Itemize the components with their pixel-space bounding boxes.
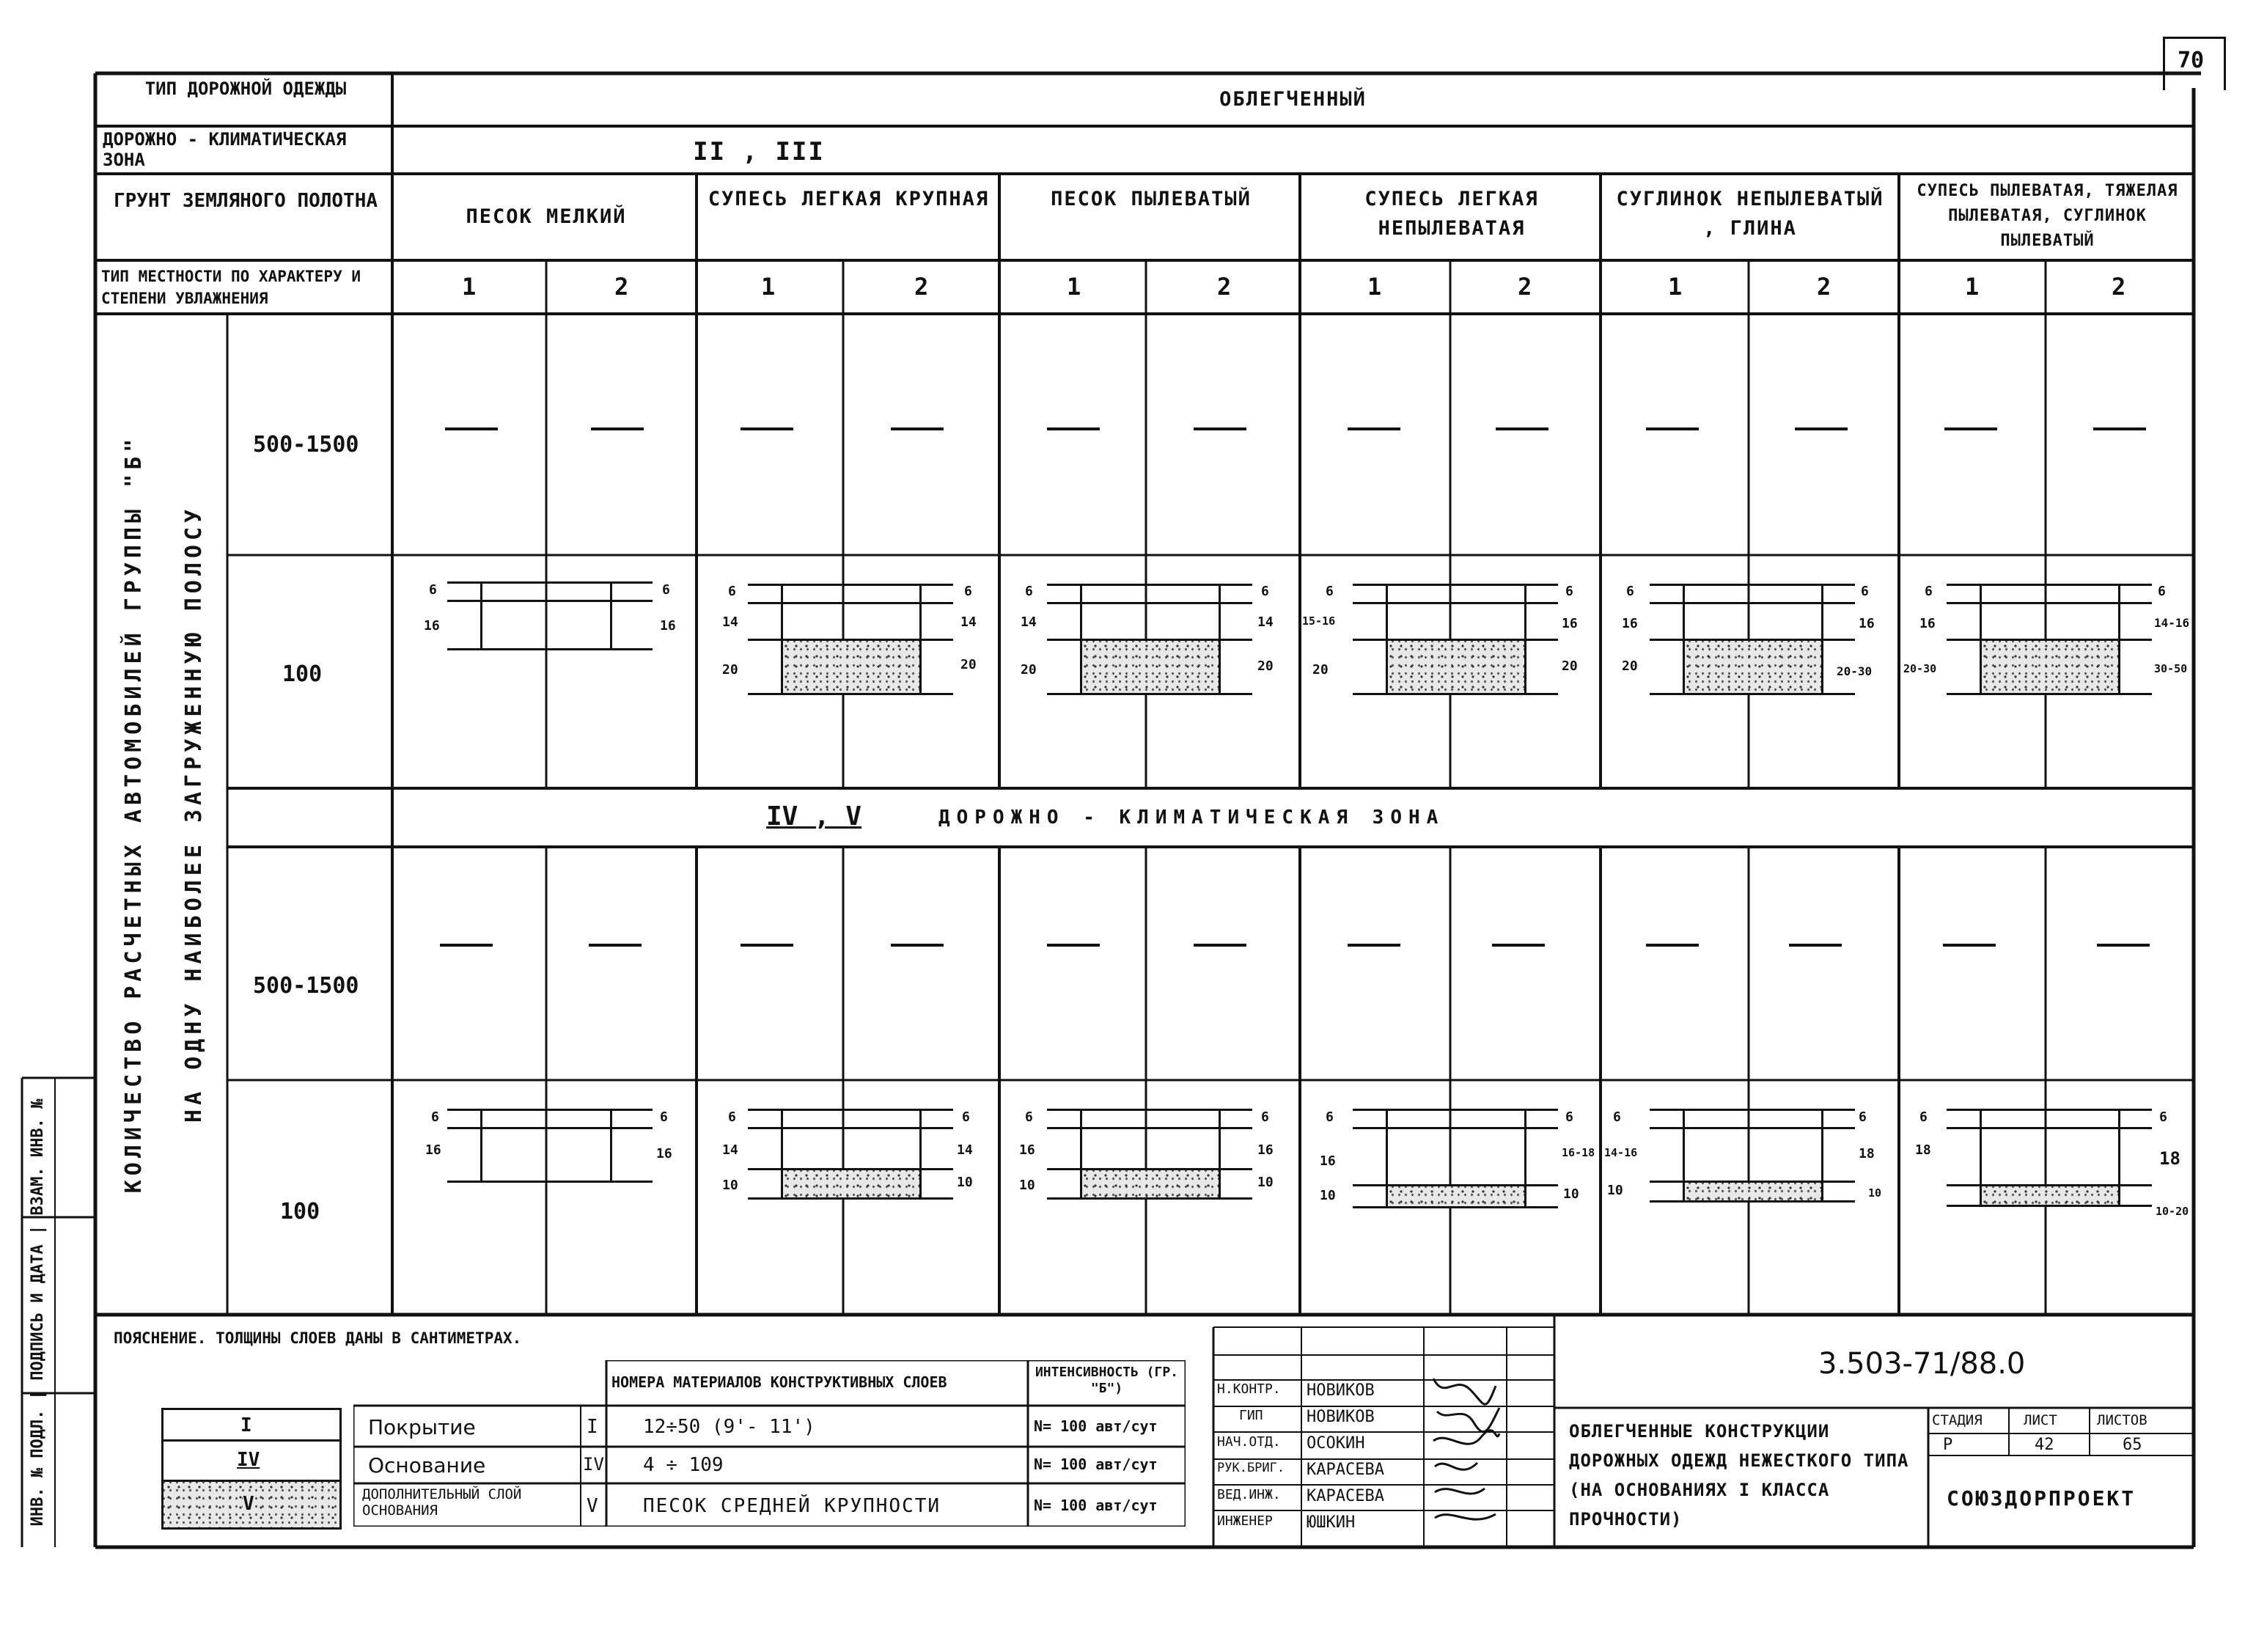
thickness-label: 18 — [2159, 1148, 2180, 1169]
thickness-label: 6 — [1565, 1109, 1573, 1125]
terrain-1: 1 — [1067, 273, 1081, 301]
type-label: ТИП ДОРОЖНОЙ ОДЕЖДЫ — [144, 78, 347, 99]
sheets-label: ЛИСТОВ — [2097, 1412, 2147, 1428]
signature-role: ВЕД.ИНЖ. — [1217, 1487, 1281, 1502]
legend-header-intensity: ИНТЕНСИВНОСТЬ (ГР. "Б") — [1035, 1365, 1179, 1396]
thickness-label: 6 — [660, 1109, 668, 1125]
terrain-2: 2 — [1217, 273, 1232, 301]
thickness-label: 15-16 — [1302, 614, 1336, 628]
vertical-label-vehicles: КОЛИЧЕСТВО РАСЧЕТНЫХ АВТОМОБИЛЕЙ ГРУППЫ "Б" — [121, 434, 147, 1194]
signature-role: ГИП — [1239, 1408, 1263, 1423]
thickness-label: 6 — [1626, 584, 1634, 599]
legend-symbol: V — [243, 1493, 254, 1515]
thickness-label: 6 — [431, 1109, 439, 1125]
empty-dash — [2097, 944, 2150, 947]
thickness-label: 20-30 — [1837, 664, 1873, 678]
pavement-diagram — [1353, 1109, 1558, 1208]
pavement-diagram — [447, 581, 653, 650]
pavement-diagram — [1947, 1109, 2152, 1207]
thickness-label: 16 — [1019, 1142, 1035, 1158]
terrain-1: 1 — [1668, 273, 1683, 301]
empty-dash — [1496, 427, 1548, 430]
pavement-diagram — [1650, 584, 1855, 695]
thickness-label: 14 — [957, 1142, 973, 1158]
empty-dash — [1789, 944, 1842, 947]
legend-layer-name: Покрытие — [368, 1415, 476, 1439]
legend-materials: 12÷50 (9'- 11') — [643, 1416, 815, 1438]
empty-dash — [891, 427, 944, 430]
terrain-1: 1 — [1367, 273, 1382, 301]
zone-divider-text: ДОРОЖНО - КЛИМАТИЧЕСКАЯ ЗОНА — [938, 807, 1445, 829]
terrain-1: 1 — [462, 273, 477, 301]
terrain-label: ТИП МЕСТНОСТИ ПО ХАРАКТЕРУ И СТЕПЕНИ УВЛАЖНЕНИЯ — [101, 268, 361, 307]
soil-header: СУПЕСЬ ЛЕГКАЯ НЕПЫЛЕВАТАЯ — [1364, 188, 1539, 240]
empty-dash — [891, 944, 944, 947]
thickness-label: 20 — [722, 662, 738, 678]
signature-name: НОВИКОВ — [1307, 1381, 1375, 1400]
thickness-label: 6 — [1565, 584, 1573, 599]
pavement-diagram — [1650, 1109, 1855, 1203]
thickness-label: 16 — [1622, 616, 1638, 631]
sheets-value: 65 — [2123, 1436, 2142, 1454]
thickness-label: 20 — [1312, 662, 1329, 678]
intensity-label: 500-1500 — [253, 973, 359, 999]
type-value: ОБЛЕГЧЕННЫЙ — [1219, 88, 1367, 111]
thickness-label: 6 — [1326, 584, 1334, 599]
thickness-label: 10 — [1563, 1186, 1579, 1202]
thickness-label: 16 — [1320, 1153, 1336, 1169]
empty-dash — [1194, 944, 1246, 947]
empty-dash — [1944, 427, 1997, 430]
thickness-label: 6 — [1025, 584, 1033, 599]
signature-role: ИНЖЕНЕР — [1217, 1513, 1273, 1529]
pavement-diagram — [447, 1109, 653, 1183]
stage-label: СТАДИЯ — [1932, 1412, 1983, 1428]
thickness-label: 6 — [728, 584, 736, 599]
pavement-diagram — [1047, 1109, 1252, 1200]
empty-dash — [2093, 427, 2146, 430]
empty-dash — [1492, 944, 1545, 947]
thickness-label: 10 — [1019, 1178, 1035, 1193]
thickness-label: 10 — [1607, 1183, 1623, 1198]
thickness-label: 6 — [1861, 584, 1869, 599]
document-title: ОБЛЕГЧЕННЫЕ КОНСТРУКЦИИ ДОРОЖНЫХ ОДЕЖД НЕЖЕСТКОГО ТИПА (НА ОСНОВАНИЯХ I КЛАССА ПРОЧНОСТИ) — [1569, 1421, 1909, 1530]
thickness-label: 6 — [2159, 1109, 2167, 1125]
thickness-label: 16 — [1919, 616, 1936, 631]
legend-roman: I — [587, 1416, 598, 1438]
empty-dash — [589, 944, 642, 947]
terrain-2: 2 — [614, 273, 629, 301]
legend-symbol: IV — [237, 1449, 260, 1471]
pavement-diagram — [1947, 584, 2152, 695]
terrain-2: 2 — [2112, 273, 2126, 301]
thickness-label: 6 — [728, 1109, 736, 1125]
legend-header-materials: НОМЕРА МАТЕРИАЛОВ КОНСТРУКТИВНЫХ СЛОЕВ — [611, 1373, 947, 1391]
legend-intensity: N= 100 авт/сут — [1034, 1497, 1158, 1514]
thickness-label: 20 — [1021, 662, 1037, 678]
thickness-label: 6 — [2158, 584, 2166, 599]
empty-dash — [741, 427, 793, 430]
terrain-2: 2 — [1817, 273, 1831, 301]
legend-layer-name: Основание — [368, 1453, 486, 1477]
intensity-label: 100 — [282, 661, 323, 687]
legend-symbol-table — [161, 1408, 342, 1530]
legend-intensity: N= 100 авт/сут — [1034, 1417, 1158, 1435]
empty-dash — [1646, 944, 1699, 947]
intensity-label: 500-1500 — [253, 432, 359, 458]
legend-layer-name: ДОПОЛНИТЕЛЬНЫЙ СЛОЙ ОСНОВАНИЯ — [362, 1486, 522, 1519]
zone-value: II , III — [693, 137, 825, 166]
thickness-label: 6 — [964, 584, 972, 599]
signature-name: КАРАСЕВА — [1307, 1487, 1384, 1505]
soil-header: СУПЕСЬ ПЫЛЕВАТАЯ, ТЯЖЕЛАЯ ПЫЛЕВАТАЯ, СУГЛИНОК ПЫЛЕВАТЫЙ — [1917, 182, 2178, 250]
thickness-label: 10 — [722, 1178, 738, 1193]
thickness-label: 16 — [1562, 616, 1578, 631]
thickness-label: 16 — [1859, 616, 1875, 631]
thickness-label: 6 — [1925, 584, 1933, 599]
empty-dash — [1348, 944, 1400, 947]
signature-name: ОСОКИН — [1307, 1434, 1365, 1453]
empty-dash — [1943, 944, 1996, 947]
thickness-label: 14-16 — [2154, 616, 2190, 630]
legend-table — [353, 1360, 1186, 1527]
legend-intensity: N= 100 авт/сут — [1034, 1455, 1158, 1473]
empty-dash — [1194, 427, 1246, 430]
document-code: 3.503-71/88.0 — [1818, 1347, 2026, 1381]
stage-value: Р — [1943, 1436, 1953, 1454]
pavement-diagram — [748, 1109, 953, 1200]
vertical-label-lane: НА ОДНУ НАИБОЛЕЕ ЗАГРУЖЕННУЮ ПОЛОСУ — [181, 504, 207, 1123]
thickness-label: 20-30 — [1903, 662, 1937, 675]
zone-label: ДОРОЖНО - КЛИМАТИЧЕСКАЯ ЗОНА — [103, 129, 347, 170]
handwritten-signatures — [1426, 1371, 1507, 1532]
soil-header: СУГЛИНОК НЕПЫЛЕВАТЫЙ , ГЛИНА — [1616, 188, 1884, 240]
thickness-label: 6 — [1025, 1109, 1033, 1125]
note-text: ПОЯСНЕНИЕ. ТОЛЩИНЫ СЛОЕВ ДАНЫ В САНТИМЕТРАХ. — [114, 1329, 522, 1347]
empty-dash — [1646, 427, 1699, 430]
thickness-label: 16-18 — [1562, 1146, 1595, 1159]
thickness-label: 14 — [722, 1142, 738, 1158]
thickness-label: 20 — [1257, 658, 1274, 674]
side-stamp: ИНВ. № ПОДЛ. | ПОДПИСЬ И ДАТА | ВЗАМ. ИНВ. № — [29, 1098, 47, 1527]
thickness-label: 6 — [1261, 1109, 1269, 1125]
signature-role: НАЧ.ОТД. — [1217, 1434, 1281, 1450]
thickness-label: 6 — [1613, 1109, 1621, 1125]
legend-roman: IV — [583, 1454, 604, 1475]
thickness-label: 16 — [1257, 1142, 1274, 1158]
legend-roman: V — [587, 1495, 598, 1517]
thickness-label: 6 — [1326, 1109, 1334, 1125]
zone-divider-numbers: IV , V — [766, 801, 862, 831]
thickness-label: 10-20 — [2156, 1205, 2189, 1218]
thickness-label: 6 — [662, 582, 670, 598]
soil-header: ПЕСОК МЕЛКИЙ — [466, 205, 627, 228]
empty-dash — [1047, 427, 1100, 430]
thickness-label: 14 — [1257, 614, 1274, 630]
thickness-label: 6 — [429, 582, 437, 598]
empty-dash — [1348, 427, 1400, 430]
terrain-1: 1 — [1965, 273, 1980, 301]
thickness-label: 18 — [1915, 1142, 1931, 1158]
thickness-label: 6 — [1261, 584, 1269, 599]
thickness-label: 14 — [1021, 614, 1037, 630]
terrain-1: 1 — [761, 273, 776, 301]
signature-role: Н.КОНТР. — [1217, 1381, 1281, 1397]
empty-dash — [1047, 944, 1100, 947]
empty-dash — [741, 944, 793, 947]
thickness-label: 10 — [1257, 1175, 1274, 1190]
thickness-label: 30-50 — [2154, 662, 2188, 675]
thickness-label: 10 — [1868, 1186, 1882, 1200]
intensity-label: 100 — [280, 1199, 320, 1225]
empty-dash — [1795, 427, 1848, 430]
terrain-2: 2 — [1518, 273, 1532, 301]
thickness-label: 14-16 — [1604, 1146, 1638, 1159]
thickness-label: 6 — [962, 1109, 970, 1125]
thickness-label: 6 — [1859, 1109, 1867, 1125]
sheet-label: ЛИСТ — [2024, 1412, 2057, 1428]
thickness-label: 6 — [1919, 1109, 1928, 1125]
thickness-label: 16 — [656, 1146, 672, 1161]
empty-dash — [591, 427, 644, 430]
organization-name: СОЮЗДОРПРОЕКТ — [1947, 1486, 2136, 1510]
thickness-label: 14 — [722, 614, 738, 630]
empty-dash — [445, 427, 498, 430]
thickness-label: 10 — [957, 1175, 973, 1190]
thickness-label: 10 — [1320, 1188, 1336, 1203]
thickness-label: 20 — [1562, 658, 1578, 674]
pavement-diagram — [1353, 584, 1558, 695]
empty-dash — [440, 944, 493, 947]
signature-name: ЮШКИН — [1307, 1513, 1356, 1532]
thickness-label: 20 — [960, 657, 977, 672]
legend-materials: 4 ÷ 109 — [643, 1454, 724, 1476]
page-number: 70 — [2178, 48, 2205, 73]
pavement-diagram — [1047, 584, 1252, 695]
soil-label: ГРУНТ ЗЕМЛЯНОГО ПОЛОТНА — [113, 190, 378, 212]
thickness-label: 16 — [424, 618, 440, 634]
soil-header: СУПЕСЬ ЛЕГКАЯ КРУПНАЯ — [708, 188, 990, 210]
sheet-value: 42 — [2035, 1436, 2054, 1454]
terrain-2: 2 — [914, 273, 929, 301]
thickness-label: 20 — [1622, 658, 1638, 674]
signature-name: НОВИКОВ — [1307, 1408, 1375, 1426]
legend-symbol: I — [240, 1414, 252, 1436]
thickness-label: 16 — [425, 1142, 441, 1158]
legend-materials: ПЕСОК СРЕДНЕЙ КРУПНОСТИ — [643, 1495, 941, 1517]
signature-name: КАРАСЕВА — [1307, 1461, 1384, 1479]
thickness-label: 18 — [1859, 1146, 1875, 1161]
pavement-diagram — [748, 584, 953, 695]
thickness-label: 14 — [960, 614, 977, 630]
signature-role: РУК.БРИГ. — [1217, 1461, 1285, 1475]
soil-header: ПЕСОК ПЫЛЕВАТЫЙ — [1051, 188, 1252, 210]
thickness-label: 16 — [660, 618, 676, 634]
